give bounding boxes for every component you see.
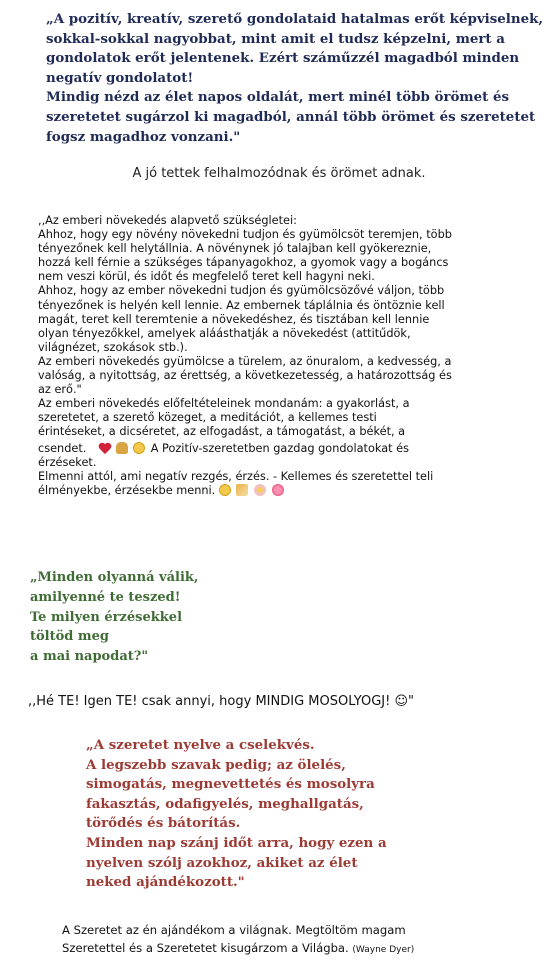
quote-line: „A szeretet nyelve a cselekvés. xyxy=(86,737,315,753)
quote-line: nyelven szólj azokhoz, akiket az élet xyxy=(86,854,358,871)
essay-line: Az emberi növekedés gyümölcse a türelem, az önuralom, a kedvesség, a xyxy=(38,354,452,368)
quote-line: gondolatok erőt jelentenek. Ezért száműzzél magadból minden xyxy=(46,50,520,67)
essay-line: szeretetet, a szerető közeget, a meditációt, a kellemes testi xyxy=(38,411,377,425)
sparkling-heart-icon xyxy=(272,484,284,496)
closing-line: A Szeretet az én ajándékom a világnak. Megtöltöm magam xyxy=(62,923,406,937)
essay-line: nem veszi körül, és időt és megfelelő teret kell hagyni neki. xyxy=(38,270,375,284)
essay-line-with-emoji xyxy=(38,442,508,456)
flower-icon xyxy=(254,484,266,496)
red-quote xyxy=(86,736,526,893)
opening-quote xyxy=(46,10,544,147)
quote-line: simogatás, megnevettetés és mosolyra xyxy=(86,776,375,793)
quote-line: „Minden olyanná válik, xyxy=(30,570,199,585)
essay-line: Ahhoz, hogy az ember növekedni tudjon és gyümölcsözővé váljon, több xyxy=(38,284,445,298)
closing-quote xyxy=(62,921,532,959)
essay-text: élményekbe, érzésekbe menni. xyxy=(38,483,216,497)
good-deeds-line: A jó tettek felhalmozódnak és örömet adnak. xyxy=(132,166,426,181)
essay-line: világnézet, szokások stb.). xyxy=(38,340,188,354)
quote-line: szeretetet sugárzol ki magadból, annál több örömet és szeretetet xyxy=(46,108,536,125)
quote-line: fogsz magadhoz vonzani." xyxy=(46,128,241,145)
quote-line: Minden nap szánj időt arra, hogy ezen a xyxy=(86,834,387,851)
quote-line: A legszebb szavak pedig; az ölelés, xyxy=(86,756,346,773)
quote-line: amilyenné te teszed! xyxy=(30,589,181,605)
quote-line: a mai napodat?" xyxy=(30,649,149,665)
essay-line: Elmenni attól, ami negatív rezgés, érzés. - Kellemes és szeretettel teli xyxy=(38,469,434,483)
essay-line: Az emberi növekedés előfeltételeinek mondanám: a gyakorlást, a xyxy=(38,397,410,411)
essay-line: érzéseket. xyxy=(38,455,97,469)
essay-line: valóság, a nyitottság, az érettség, a következetesség, a határozottság és xyxy=(38,369,452,383)
essay-line: tényezőnek is helyén kell lennie. Az embernek táplálnia és öntöznie kell xyxy=(38,298,445,312)
heart-eyes-face-icon xyxy=(133,442,145,454)
growth-essay xyxy=(38,214,508,498)
smile-line: ,,Hé TE! Igen TE! csak annyi, hogy MINDIG MOSOLYOGJ! ☺" xyxy=(28,694,414,709)
essay-line: magát, teret kell teremtenie a növekedéshez, és tisztában kell lennie xyxy=(38,312,430,326)
quote-line: „A pozitív, kreatív, szerető gondolataid hatalmas erőt képviselnek, xyxy=(46,11,544,27)
essay-text: csendet. xyxy=(38,441,87,455)
quote-line: töltöd meg xyxy=(30,629,110,645)
heart-eyes-face-icon xyxy=(219,484,231,496)
essay-line: hozzá kell férnie a szükséges tápanyagokhoz, a gyomok vagy a bogáncs xyxy=(38,256,449,270)
essay-text: A Pozitív-szeretetben gazdag gondolatokat és xyxy=(150,441,409,455)
essay-line-with-emoji xyxy=(38,484,508,498)
essay-line: érintéseket, a dicséretet, az elfogadást, a támogatást, a békét, a xyxy=(38,425,406,439)
quote-line: neked ajándékozott." xyxy=(86,874,245,891)
author-credit: (Wayne Dyer) xyxy=(352,945,415,955)
quote-line: sokkal-sokkal nagyobbat, mint amit el tudsz képzelni, mert a xyxy=(46,30,505,47)
quote-line: Mindig nézd az élet napos oldalát, mert minél több örömet és xyxy=(46,89,510,106)
essay-line: tényezőnek kell helytállnia. A növénynek jó talajban kell gyökereznie, xyxy=(38,242,432,256)
quote-line: Te milyen érzésekkel xyxy=(30,609,183,625)
green-quote xyxy=(30,568,330,667)
party-popper-icon xyxy=(236,484,248,496)
essay-line: Ahhoz, hogy egy növény növekedni tudjon és gyümölcsöt teremjen, több xyxy=(38,228,452,242)
essay-line: olyan tényezőkkel, amelyek aláásthatják a növekedést (attitűdök, xyxy=(38,326,411,340)
quote-line: fakasztás, odafigyelés, meghallgatás, xyxy=(86,795,364,812)
quote-line: negatív gondolatot! xyxy=(46,69,194,86)
closing-text: Szeretettel és a Szeretetet kisugárzom a Világba. xyxy=(62,941,349,955)
quote-line: törődés és bátorítás. xyxy=(86,815,241,832)
essay-line: ,,Az emberi növekedés alapvető szükségletei: xyxy=(38,214,297,227)
essay-line: az erő." xyxy=(38,383,82,397)
praying-hands-icon xyxy=(116,442,128,454)
closing-line xyxy=(62,939,532,959)
